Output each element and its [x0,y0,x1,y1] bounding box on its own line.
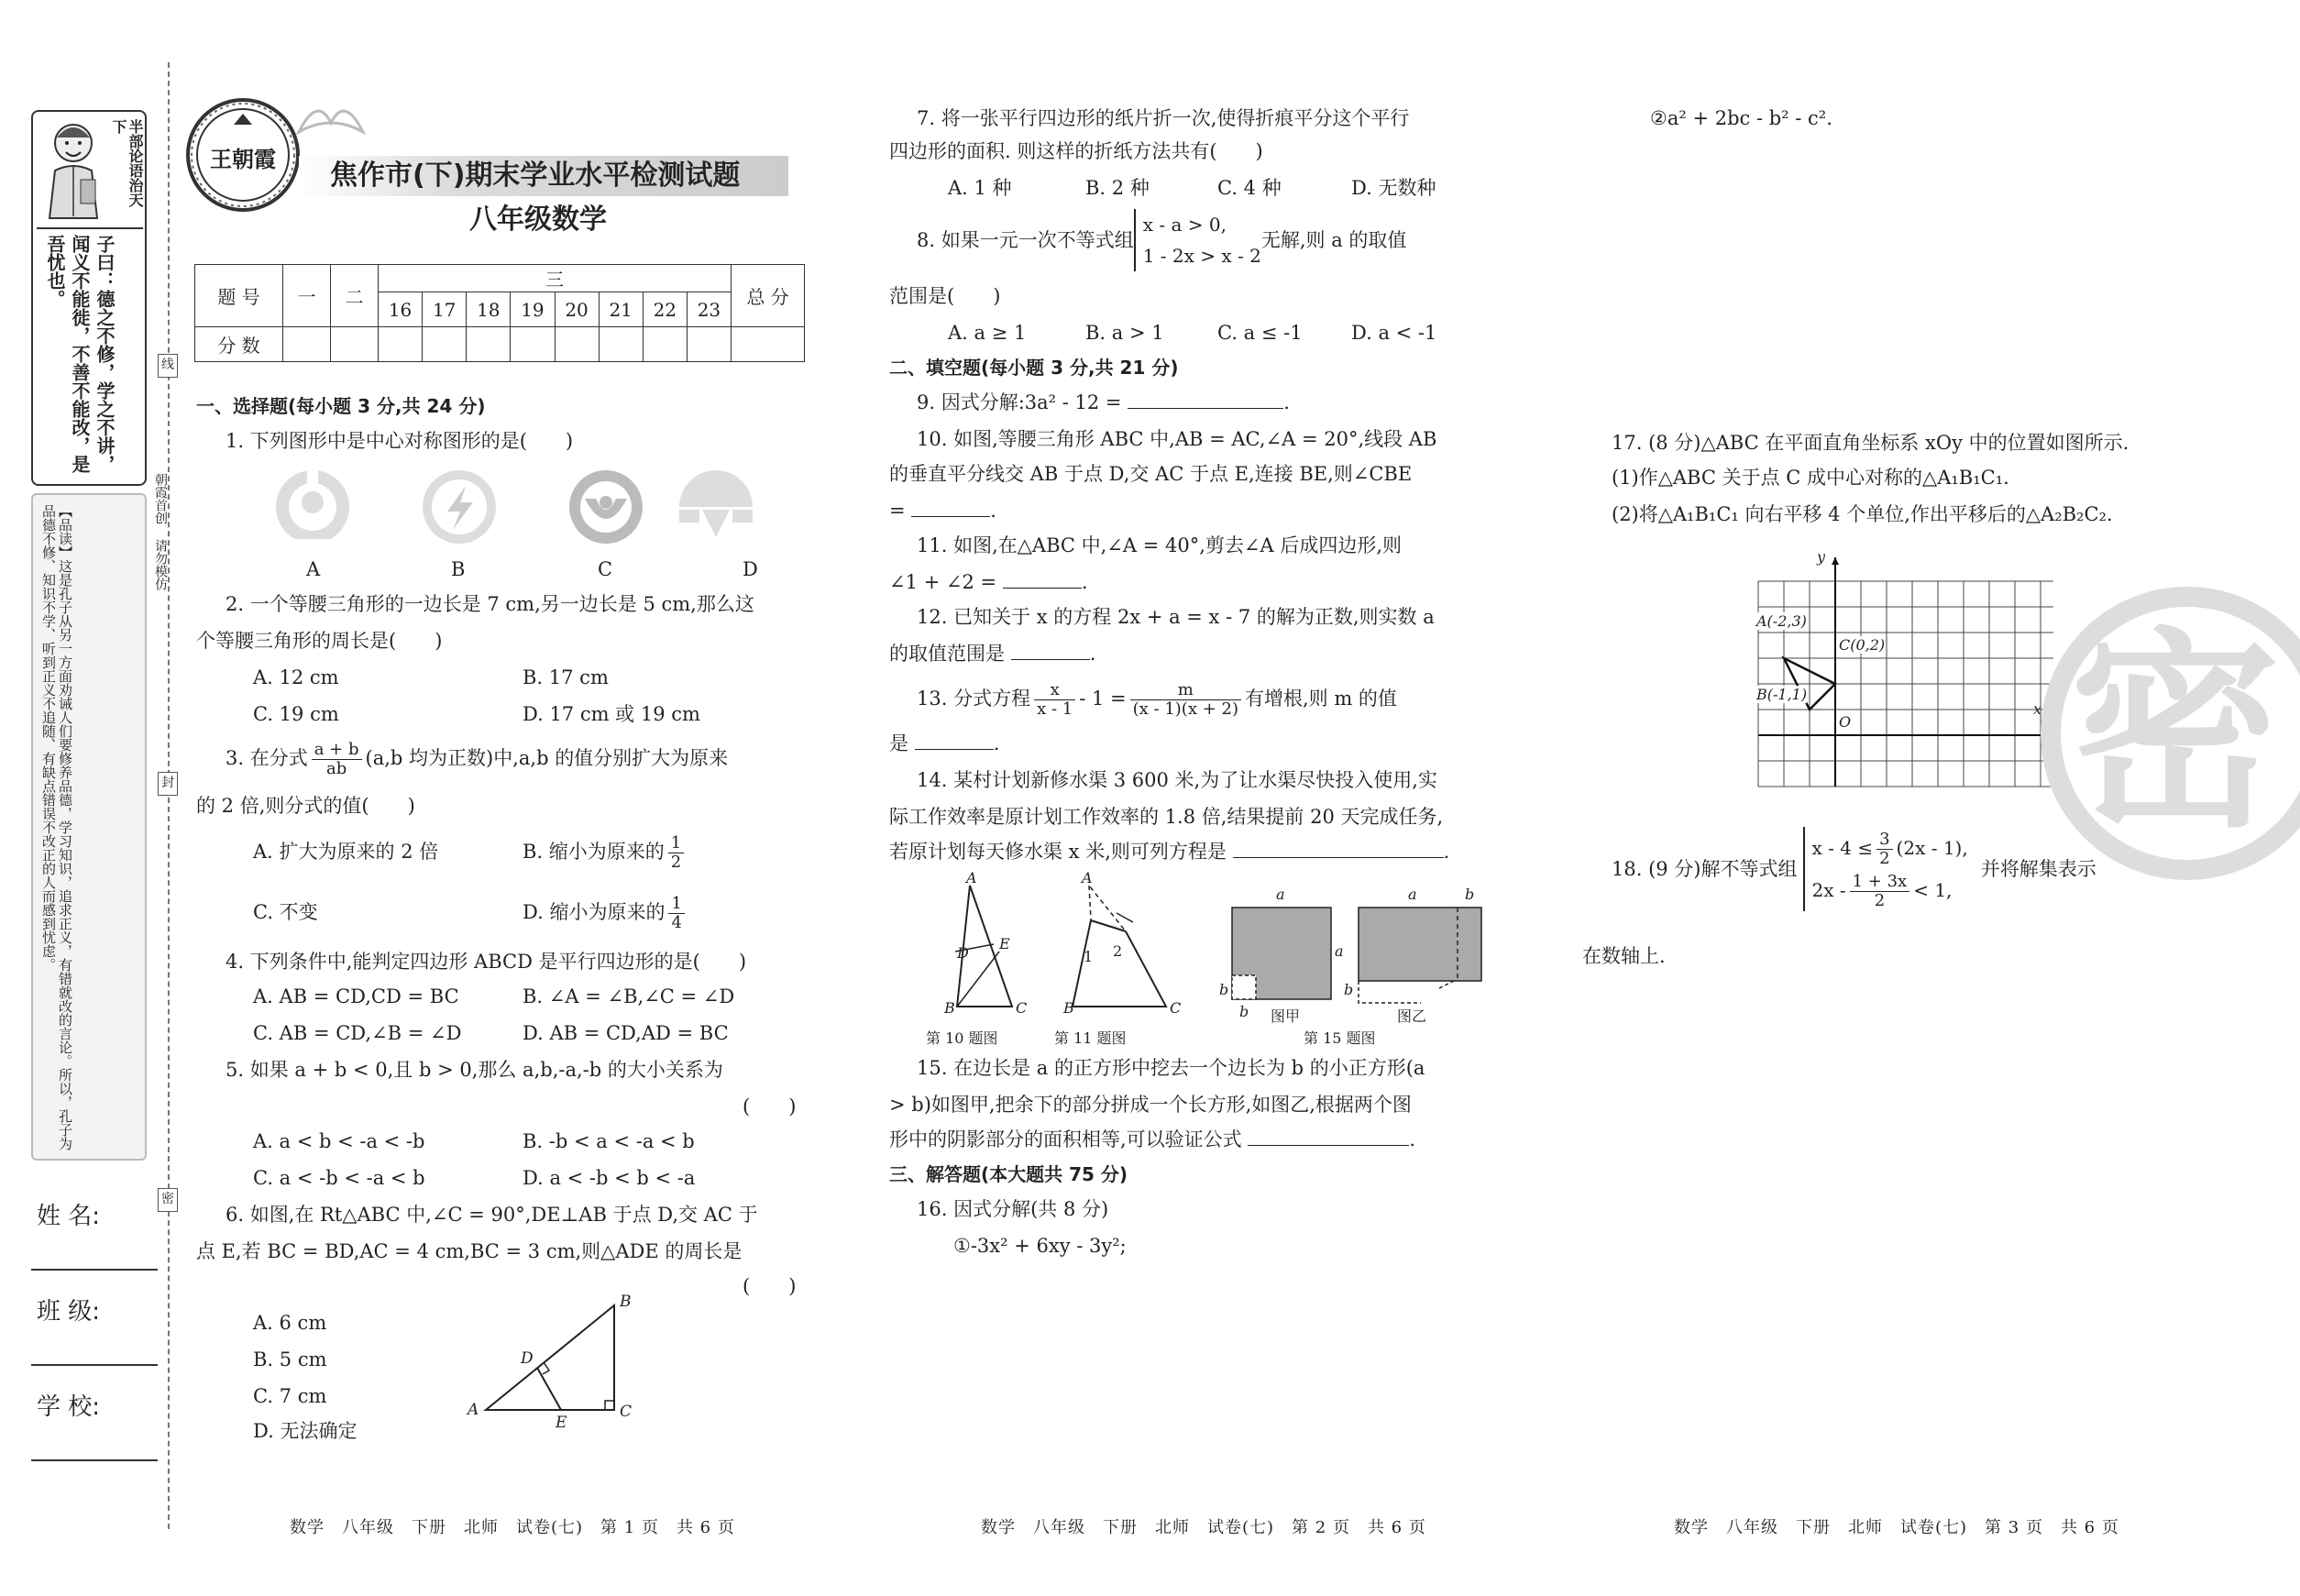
question-13: 13. 分式方程 $\frac{x}{x - 1}$ - 1 = $\frac{m}{(x - 1)(x + 2)}$ 有增根,则 m 的值 [917,680,1397,719]
q1-label-c: C [598,558,613,580]
q4-option-b[interactable]: B. ∠A = ∠B,∠C = ∠D [523,985,735,1007]
q6-option-a[interactable]: A. 6 cm [253,1312,327,1334]
figure-15 [1219,886,1494,1032]
section-2-heading: 二、填空题(每小题 3 分,共 21 分) [889,357,1179,379]
q5-option-d[interactable]: D. a < -b < b < -a [523,1167,696,1189]
question-12: 12. 已知关于 x 的方程 2x + a = x - 7 的解为正数,则实数 a [917,606,1435,628]
q2-option-a[interactable]: A. 12 cm [253,666,339,688]
stamp-char: 密 [2070,611,2282,856]
fig11-label-a: A [1082,869,1093,886]
question-11-cont: ∠1 + ∠2 = . [889,568,1088,596]
question-10: 10. 如图,等腰三角形 ABC 中,AB = AC,∠A = 20°,线段 AB [917,428,1437,450]
table-subcol: 18 [467,292,511,327]
table-subcol: 23 [687,292,731,327]
fig11-label-c: C [1170,999,1182,1017]
score-cell[interactable] [643,327,687,362]
q7-option-c[interactable]: C. 4 种 [1217,177,1282,199]
q10-blank[interactable] [911,497,990,517]
q3-option-c[interactable]: C. 不变 [253,901,318,923]
question-18: 18. (9 分)解不等式组x - 4 ≤ $\frac{3}{2}$ (2x - 1), 2x - $\frac{1 + 3x}{2}$ < 1,并将解集表示 [1612,827,2096,911]
question-7-cont: 四边形的面积. 则这样的折纸方法共有( ) [889,140,1263,162]
fig10-label-b: B [944,999,955,1017]
figure-11 [1063,869,1192,1017]
ribbon-decoration [290,95,372,150]
grid-label-b: B(-1,1) [1756,686,1808,703]
grid-label-x: x [2033,700,2042,718]
question-5: 5. 如果 a + b < 0,且 b > 0,那么 a,b,-a,-b 的大小关系为 [226,1059,723,1081]
school-field[interactable] [31,1459,158,1461]
score-cell[interactable] [732,327,805,362]
fig10-label-a: A [966,869,977,886]
option-d-icon [679,470,753,537]
grid-axes [1758,557,2053,787]
figure-10-caption: 第 10 题图 [926,1029,998,1047]
question-15-cont2: 形中的阴影部分的面积相等,可以验证公式 . [889,1126,1415,1153]
question-4: 4. 下列条件中,能判定四边形 ABCD 是平行四边形的是( ) [226,951,747,973]
section-1-heading: 一、选择题(每小题 3 分,共 24 分) [196,395,486,417]
q11-blank[interactable] [1003,568,1082,589]
option-a-icon [276,468,349,546]
exam-subtitle: 八年级数学 [469,204,607,236]
q2-option-d[interactable]: D. 17 cm 或 19 cm [523,703,700,725]
option-c-icon [569,470,643,544]
logo-text: 王朝霞 [210,146,276,172]
q5-answer-paren[interactable]: ( ) [743,1095,797,1117]
question-12-cont: 的取值范围是 . [889,640,1095,667]
fig15-sub-a: 图甲 [1271,1007,1301,1025]
q1-figures [262,466,785,548]
table-row-label-score: 分 数 [195,327,283,362]
binding-line [168,62,170,1529]
q1-label-a: A [306,558,321,580]
q4-option-d[interactable]: D. AB = CD,AD = BC [523,1022,729,1044]
q7-option-b[interactable]: B. 2 种 [1085,177,1150,199]
fig6-label-a: A [468,1401,479,1419]
table-subcol: 21 [599,292,643,327]
score-cell[interactable] [511,327,555,362]
commentary-box [31,493,147,1161]
fig15-label-a2: a [1408,886,1417,903]
table-subcol: 17 [423,292,467,327]
q8-option-c[interactable]: C. a ≤ -1 [1217,322,1303,344]
fig10-label-c: C [1016,999,1028,1017]
class-field[interactable] [31,1364,158,1366]
fig15-label-a-side: a [1335,942,1344,960]
q8-option-d[interactable]: D. a < -1 [1351,322,1437,344]
question-14-cont2: 若原计划每天修水渠 x 米,则可列方程是 . [889,838,1449,865]
question-9: 9. 因式分解:3a² - 12 = . [917,389,1290,416]
seal-char-line: 线 [158,354,178,378]
school-label: 学 校: [37,1393,101,1421]
q1-label-b: B [451,558,466,580]
table-col-total: 总 分 [732,265,805,327]
question-1: 1. 下列图形中是中心对称图形的是( ) [226,430,574,452]
q15-blank[interactable] [1248,1126,1409,1146]
q7-option-d[interactable]: D. 无数种 [1351,177,1436,199]
q4-option-c[interactable]: C. AB = CD,∠B = ∠D [253,1022,462,1044]
score-cell[interactable] [467,327,511,362]
class-label: 班 级: [37,1298,101,1326]
fig6-label-e: E [556,1414,567,1432]
question-14-cont: 际工作效率是原计划工作效率的 1.8 倍,结果提前 20 天完成任务, [889,806,1444,828]
footer-page-3: 数学 八年级 下册 北师 试卷(七) 第 3 页 共 6 页 [1674,1518,2119,1537]
table-subcol: 16 [379,292,423,327]
fig15-label-a-top: a [1276,886,1285,903]
table-subcol: 22 [643,292,687,327]
fig15-label-b3: b [1344,981,1354,998]
fig15-label-b-bottom: b [1239,1003,1249,1020]
fig6-label-b: B [620,1293,632,1311]
figure-11-caption: 第 11 题图 [1054,1029,1127,1047]
q14-blank[interactable] [1233,838,1444,858]
name-label: 姓 名: [37,1203,101,1230]
table-col-2: 二 [331,265,379,327]
q9-blank[interactable] [1128,389,1283,409]
table-subcol: 19 [511,292,555,327]
table-row-label-number: 题 号 [195,265,283,327]
question-16: 16. 因式分解(共 8 分) [917,1198,1109,1220]
grid-label-c: C(0,2) [1839,636,1886,654]
question-3-cont: 的 2 倍,则分式的值( ) [196,795,415,817]
q8-option-b[interactable]: B. a > 1 [1085,322,1164,344]
question-6-cont: 点 E,若 BC = BD,AC = 4 cm,BC = 3 cm,则△ADE 的周长是 [196,1240,743,1262]
fig15-label-b2: b [1465,886,1475,903]
q6-option-b[interactable]: B. 5 cm [253,1348,327,1370]
motto-box [31,110,147,486]
fig6-label-d: D [521,1349,534,1368]
q12-blank[interactable] [1011,640,1090,660]
question-17: 17. (8 分)△ABC 在平面直角坐标系 xOy 中的位置如图所示. [1612,432,2129,454]
question-8-cont: 范围是( ) [889,285,1001,307]
name-field[interactable] [31,1269,158,1271]
q6-answer-paren[interactable]: ( ) [743,1275,797,1297]
q5-option-c[interactable]: C. a < -b < -a < b [253,1167,425,1189]
table-subcol: 20 [555,292,599,327]
question-11: 11. 如图,在△ABC 中,∠A = 40°,剪去∠A 后成四边形,则 [917,534,1403,556]
question-17-part2: (2)将△A₁B₁C₁ 向右平移 4 个单位,作出平移后的△A₂B₂C₂. [1612,503,2113,525]
question-14: 14. 某村计划新修水渠 3 600 米,为了让水渠尽快投入使用,实 [917,769,1437,791]
question-15: 15. 在边长是 a 的正方形中挖去一个边长为 b 的小正方形(a [917,1057,1425,1079]
coordinate-grid [1742,548,2053,799]
score-cell[interactable] [687,327,731,362]
fig11-label-1: 1 [1084,948,1094,965]
q7-option-a[interactable]: A. 1 种 [948,177,1012,199]
fig15-label-b-side: b [1219,981,1229,998]
score-cell[interactable] [555,327,599,362]
score-cell[interactable] [331,327,379,362]
q3-option-d[interactable]: D. 缩小为原来的 $\frac{1}{4}$ [523,893,688,932]
question-2: 2. 一个等腰三角形的一边长是 7 cm,另一边长是 5 cm,那么这 [226,593,754,615]
exam-title: 焦作市(下)期末学业水平检测试题 [330,160,741,192]
secret-stamp-watermark [2041,587,2300,880]
question-16-part1: ①-3x² + 6xy - 3y²; [953,1235,1127,1257]
question-6: 6. 如图,在 Rt△ABC 中,∠C = 90°,DE⊥AB 于点 D,交 AC 于 [226,1204,758,1226]
question-15-cont: > b)如图甲,把余下的部分拼成一个长方形,如图乙,根据两个图 [889,1094,1412,1116]
footer-page-1: 数学 八年级 下册 北师 试卷(七) 第 1 页 共 6 页 [290,1518,735,1537]
q3-option-b[interactable]: B. 缩小为原来的 $\frac{1}{2}$ [523,832,688,872]
score-cell[interactable] [599,327,643,362]
question-10-cont2: = . [889,497,996,524]
commentary-text: 【品读】这是孔子从另一方面劝诫人们要修养品德，学习知识，追求正义，有错就改的言论。所以，孔子为品德不修、知识不学、听到正义不追随、有缺点错误不改正的人而感到忧虑。 [40,504,73,1150]
fig6-label-c: C [620,1403,633,1421]
fig10-label-e: E [999,935,1010,952]
q2-option-b[interactable]: B. 17 cm [523,666,609,688]
option-b-icon [423,470,496,544]
question-10-cont: 的垂直平分线交 AB 于点 D,交 AC 于点 E,连接 BE,则∠CBE [889,463,1413,485]
q3-option-a[interactable]: A. 扩大为原来的 2 倍 [253,841,439,863]
q6-option-c[interactable]: C. 7 cm [253,1385,327,1407]
fig10-label-d: D [957,944,969,962]
question-3: 3. 在分式 $\frac{a + b}{ab}$ (a,b 均为正数)中,a,b 的值分别扩大为原来 [226,740,729,778]
score-cell[interactable] [379,327,423,362]
seal-char-secret: 密 [158,1188,178,1212]
q5-option-b[interactable]: B. -b < a < -a < b [523,1130,695,1152]
q1-label-d: D [743,558,758,580]
figure-15-caption: 第 15 题图 [1304,1029,1376,1047]
footer-page-2: 数学 八年级 下册 北师 试卷(七) 第 2 页 共 6 页 [981,1518,1426,1537]
grid-label-a: A(-2,3) [1756,612,1807,630]
score-table [194,264,805,362]
score-cell[interactable] [283,327,331,362]
question-18-cont: 在数轴上. [1582,945,1666,967]
question-8: 8. 如果一元一次不等式组x - a > 0, 1 - 2x > x - 2无解,则 a 的取值 [917,209,1406,271]
table-col-3: 三 [379,265,732,292]
q2-option-c[interactable]: C. 19 cm [253,703,339,725]
seal-char-seal: 封 [158,772,178,796]
motto-header: 半部论语治天下 [110,119,144,207]
question-7: 7. 将一张平行四边形的纸片折一次,使得折痕平分这个平行 [917,107,1410,129]
question-16-part2: ②a² + 2bc - b² - c². [1650,107,1832,129]
q8-option-a[interactable]: A. a ≥ 1 [948,322,1027,344]
table-col-1: 一 [283,265,331,327]
question-17-part1: (1)作△ABC 关于点 C 成中心对称的△A₁B₁C₁. [1612,467,2009,489]
fig15-sub-b: 图乙 [1397,1007,1427,1025]
confucius-quote: 子曰：德之不修，学之不讲，闻义不能徙，不善不能改，是吾忧也。 [44,235,116,473]
question-13-cont: 是 . [889,730,999,757]
confucius-portrait [40,119,106,220]
figure-10 [944,869,1036,1017]
question-2-cont: 个等腰三角形的周长是( ) [196,630,443,652]
q4-option-a[interactable]: A. AB = CD,CD = BC [253,985,459,1007]
grid-label-y: y [1817,548,1826,566]
section-3-heading: 三、解答题(本大题共 75 分) [889,1163,1128,1185]
q5-option-a[interactable]: A. a < b < -a < -b [253,1130,425,1152]
score-cell[interactable] [423,327,467,362]
q13-blank[interactable] [915,730,994,750]
copyright-note: 朝霞首创 请勿模仿 [153,473,168,590]
grid-label-origin: O [1839,713,1852,731]
brand-logo [183,95,303,215]
fig11-label-b: B [1063,999,1074,1017]
q6-triangle-figure [458,1293,642,1436]
fig11-label-2: 2 [1113,942,1123,960]
q6-option-d[interactable]: D. 无法确定 [253,1420,358,1442]
